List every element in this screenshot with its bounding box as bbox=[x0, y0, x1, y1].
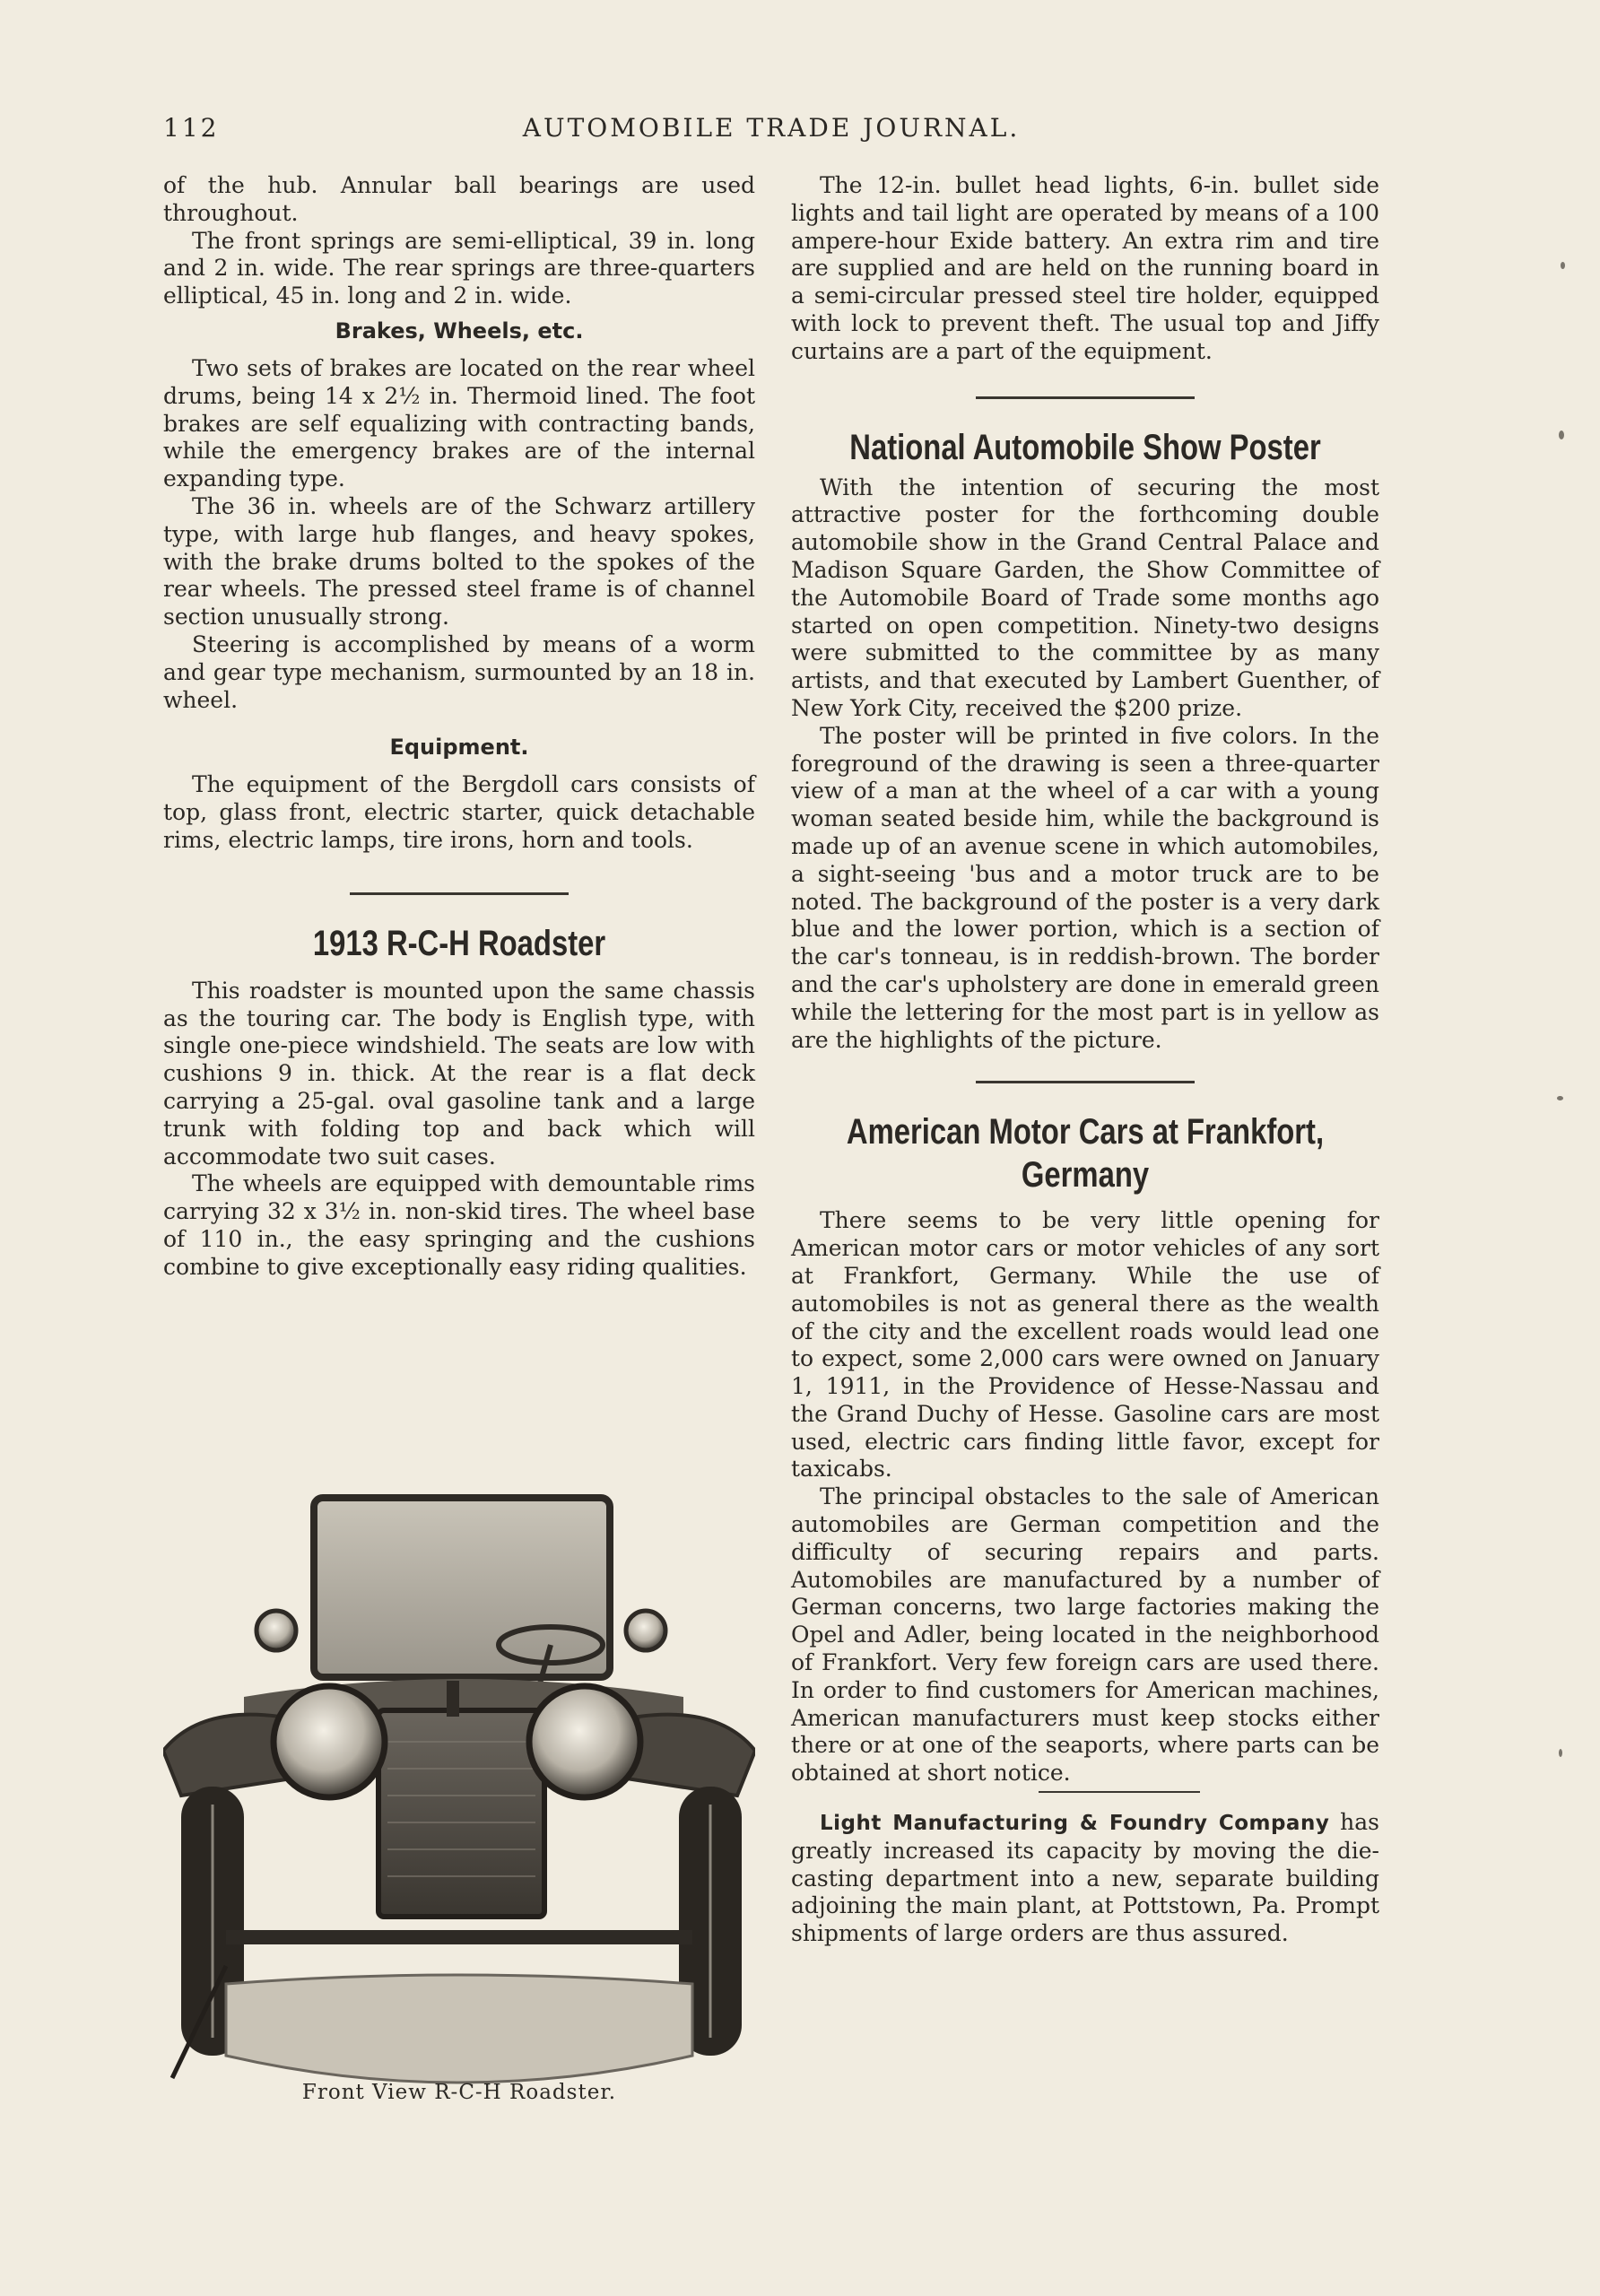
light-manufacturing-note bbox=[791, 1809, 1379, 1948]
frankfort-headline-line-2: Germany bbox=[1021, 1155, 1150, 1196]
light-manufacturing-lead: Light Manufacturing & Foundry Company bbox=[820, 1812, 1330, 1836]
roadster-photo bbox=[163, 1482, 755, 2100]
paper-speck bbox=[1559, 430, 1564, 439]
light-manufacturing-text: has greatly increased its capacity by moving the die-casting department into a new, separate building adjoining the main plant, at Pottstown, Pa. Prompt shipments of large orders are thus assured. bbox=[791, 1809, 1379, 1947]
section-divider bbox=[976, 1081, 1195, 1083]
equipment-subheading: Equipment. bbox=[389, 735, 529, 761]
poster-paragraph-2: The poster will be printed in five colors. In the foreground of the drawing is seen a three-quarter view of a man at the wheel of a car with a young woman seated beside him, while the background is made up of an avenue scene in which automobiles, a sight-seeing 'bus and a motor truck are to be noted. The background of the poster is a very dark blue and the lower portion, which is a section of the car's tonneau, is in reddish-brown. The border and the car's upholstery are done in emerald green while the lettering for the most part is in yellow as are the highlights of the picture. bbox=[791, 722, 1379, 1053]
frankfort-paragraph-2: The principal obstacles to the sale of American automobiles are German competition and the difficulty of securing repairs and parts. Automobiles are manufactured by a number of German concerns, two large factories making the Opel and Adler, being located in the neighborhood of Frankfort. Very few foreign cars are used there. In order to find customers for American machines, American manufacturers must keep stocks either there or at one of the seaports, where parts can be obtained at short notice. bbox=[791, 1483, 1379, 1787]
poster-paragraph-1: With the intention of securing the most attractive poster for the forthcoming double automobile show in the Grand Central Palace and Madison Square Garden, the Show Committee of the Automobile Board of Trade some months ago started on open competition. Ninety-two designs were submitted to the committee by as many artists, and that executed by Lambert Guenther, of New York City, received the $200 prize. bbox=[791, 474, 1379, 721]
figure-caption: Front View R-C-H Roadster. bbox=[301, 2081, 617, 2104]
page-number: 112 bbox=[163, 113, 220, 143]
intro-paragraph-2: The front springs are semi-elliptical, 39 in. long and 2 in. wide. The rear springs are three-quarters elliptical, 45 in. long and 2 in. wide. bbox=[163, 227, 755, 309]
intro-paragraph-1: of the hub. Annular ball bearings are used throughout. bbox=[163, 172, 755, 226]
paper-speck bbox=[1557, 1096, 1563, 1100]
lights-paragraph: The 12-in. bullet head lights, 6-in. bullet side lights and tail light are operated by means of a 100 ampere-hour Exide battery. An extra rim and tire are supplied and are held on the running board in a semi-circular pressed steel tire holder, equipped with lock to prevent theft. The usual top and Jiffy curtains are a part of the equipment. bbox=[791, 172, 1379, 364]
section-divider bbox=[350, 892, 569, 895]
frankfort-paragraph-1: There seems to be very little opening for American motor cars or motor vehicles of any sort at Frankfort, Germany. While the use of automobiles is not as general there as the wealth of the city and the excellent roads would lead one to expect, some 2,000 cars were owned on January 1, 1911, in the Providence of Hesse-Nassau and the Grand Duchy of Hesse. Gasoline cars are most used, electric cars finding little favor, except for taxicabs. bbox=[791, 1207, 1379, 1483]
roadster-headline: 1913 R-C-H Roadster bbox=[312, 923, 606, 963]
equipment-paragraph: The equipment of the Bergdoll cars consists of top, glass front, electric starter, quick detachable rims, electric lamps, tire irons, horn and tools. bbox=[163, 771, 755, 853]
paper-speck bbox=[1559, 1749, 1562, 1757]
poster-headline: National Automobile Show Poster bbox=[849, 427, 1321, 467]
brakes-subheading: Brakes, Wheels, etc. bbox=[335, 317, 584, 344]
right-column bbox=[791, 172, 1379, 1948]
roadster-paragraph-2: The wheels are equipped with demountable rims carrying 32 x 3½ in. non-skid tires. The wheel base of 110 in., the easy springing and the cushions combine to give exceptionally easy riding qualities. bbox=[163, 1170, 755, 1280]
left-column bbox=[163, 172, 755, 1282]
paper-speck bbox=[1561, 262, 1565, 269]
roadster-paragraph-1: This roadster is mounted upon the same chassis as the touring car. The body is English type, with single one-piece windshield. The seats are low with cushions 9 in. thick. At the rear is a flat deck carrying a 25-gal. oval gasoline tank and a large trunk with folding top and back which will accommodate two suit cases. bbox=[163, 977, 755, 1170]
short-divider bbox=[1039, 1791, 1200, 1793]
journal-title: AUTOMOBILE TRADE JOURNAL. bbox=[522, 113, 1021, 143]
brakes-paragraph-2: The 36 in. wheels are of the Schwarz artillery type, with large hub flanges, and heavy spokes, with the brake drums bolted to the spokes of the rear wheels. The pressed steel frame is of channel section unusually strong. bbox=[163, 492, 755, 631]
brakes-paragraph-1: Two sets of brakes are located on the rear wheel drums, being 14 x 2½ in. Thermoid lined. The foot brakes are self equalizing with contracting bands, while the emergency brakes are of the internal expanding type. bbox=[163, 354, 755, 492]
frankfort-headline-line-1: American Motor Cars at Frankfort, bbox=[846, 1112, 1325, 1152]
brakes-paragraph-3: Steering is accomplished by means of a worm and gear type mechanism, surmounted by an 18 in. wheel. bbox=[163, 631, 755, 713]
section-divider bbox=[976, 396, 1195, 399]
